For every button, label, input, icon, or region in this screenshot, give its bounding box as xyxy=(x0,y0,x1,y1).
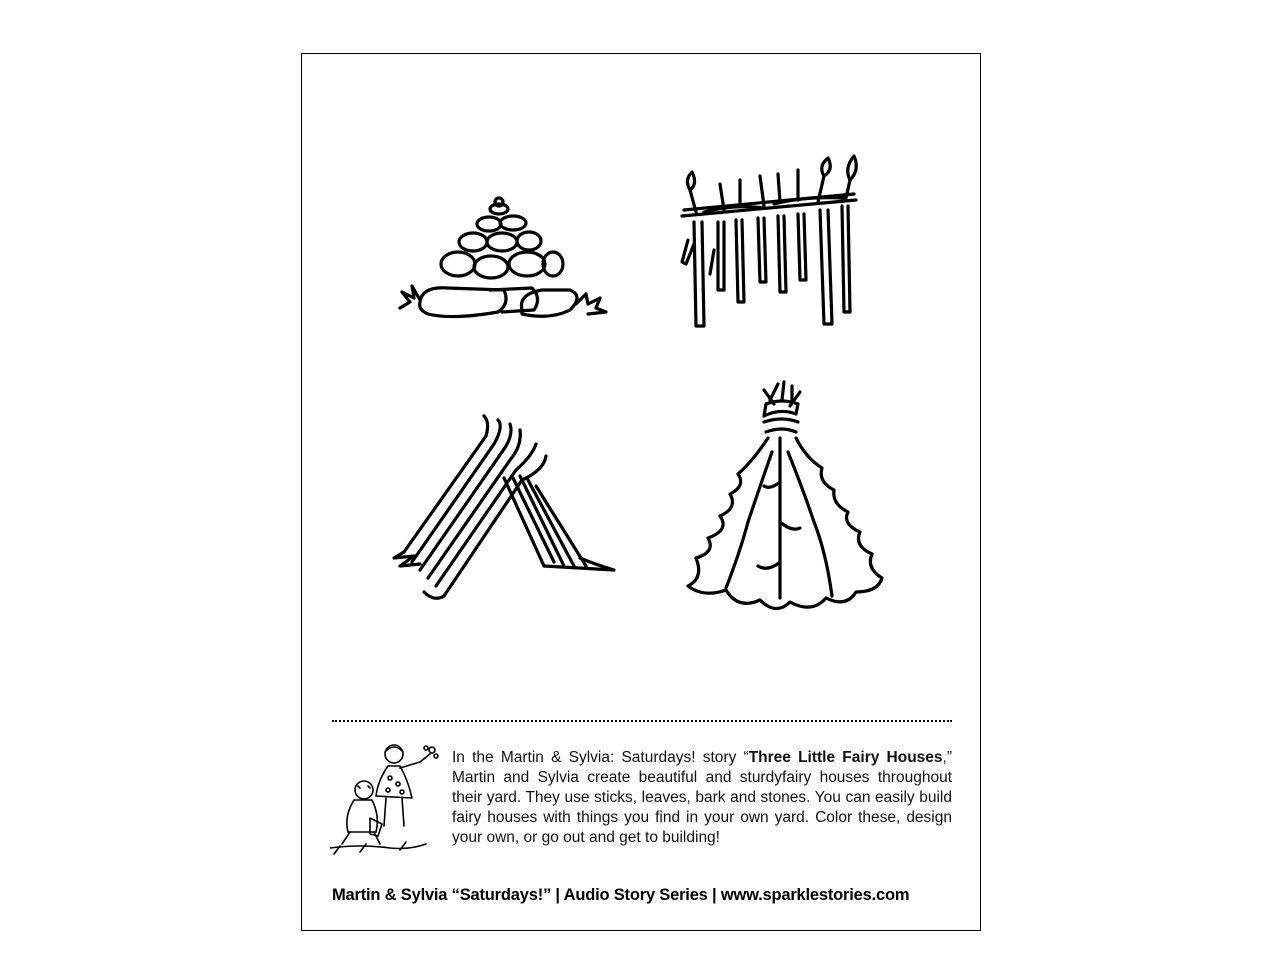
lean-to-stick-fairy-house-drawing xyxy=(394,416,616,606)
description-body: ,” Martin and Sylvia create beautiful and sturdyfairy houses throughout their yard. They use sticks, leaves, bark and stones. You can easily build fairy houses with things you find in your own yard. Color these, design your own, or go out and get to building! xyxy=(452,749,952,846)
dotted-divider xyxy=(332,720,952,722)
stone-fairy-house-drawing xyxy=(392,194,614,326)
story-description xyxy=(452,748,952,848)
story-title: Three Little Fairy Houses xyxy=(748,749,943,766)
coloring-page xyxy=(301,53,981,931)
footer-credit: Martin & Sylvia “Saturdays!” | Audio Story Series | www.sparklestories.com xyxy=(332,886,910,904)
description-prefix: In the Martin & Sylvia: Saturdays! story “ xyxy=(452,749,749,766)
stick-arbor-fairy-house-drawing xyxy=(674,150,866,336)
martin-and-sylvia-illustration xyxy=(330,740,446,858)
leaf-teepee-fairy-house-drawing xyxy=(668,382,894,616)
